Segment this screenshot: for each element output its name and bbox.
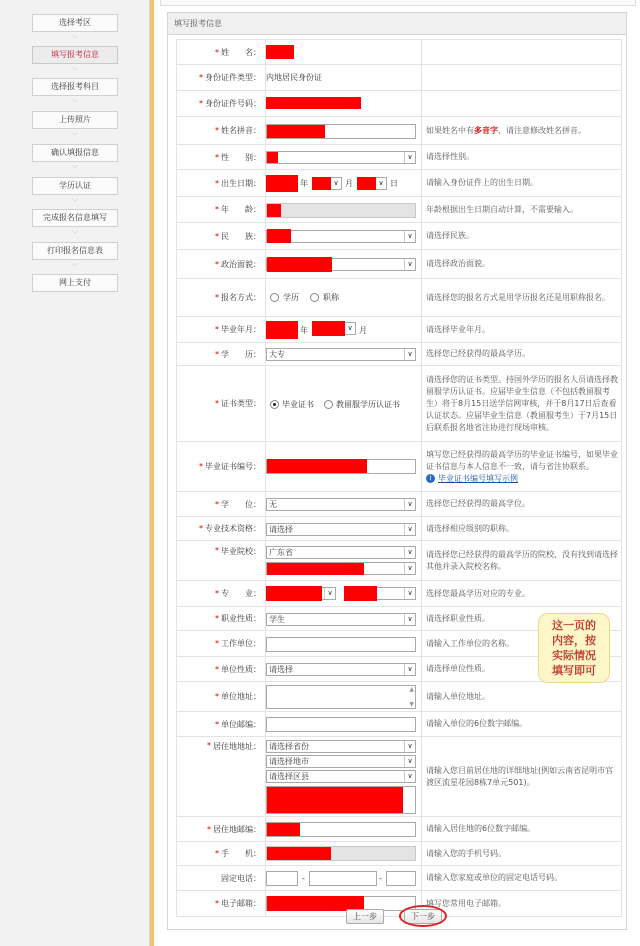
- chevron-down-icon: ∨: [404, 771, 415, 782]
- sidebar-step-degree-cert[interactable]: 学历认证: [32, 177, 118, 195]
- row-employer-type: * 单位性质： 请选择 ∨ 请选择单位性质。: [176, 657, 622, 682]
- employer-type-select[interactable]: 请选择 ∨: [266, 663, 416, 676]
- row-gender: * 性 别： ∨ 请选择性别。: [176, 145, 622, 170]
- next-step-button[interactable]: 下一步: [404, 909, 442, 924]
- home-city-select[interactable]: 请选择地市 ∨: [266, 755, 416, 768]
- row-politics: * 政治面貌： ∨ 请选择政治面貌。: [176, 250, 622, 279]
- row-birth: * 出生日期： 年 ∨ 月 ∨ 日 请输入身份证件上的出生日期。: [176, 170, 622, 197]
- row-education: * 学 历： 大专 ∨ 选择您已经获得的最高学历。: [176, 343, 622, 366]
- home-addr-redacted: [267, 787, 403, 813]
- row-degree: * 学 位： 无 ∨ 选择您已经获得的最高学位。: [176, 492, 622, 517]
- panel-title: 填写报考信息: [168, 13, 626, 35]
- divider-stripe: [150, 0, 154, 946]
- row-title-level: * 专业技术资格： 请选择 ∨ 请选择相应级别的职称。: [176, 517, 622, 541]
- degree-select[interactable]: 无 ∨: [266, 498, 416, 511]
- row-mobile: * 手 机： 请输入您的手机号码。: [176, 842, 622, 866]
- cert-type-overseas-radio[interactable]: [324, 400, 333, 409]
- chevron-down-icon: ∨: [404, 614, 415, 625]
- row-employer-addr: * 单位地址： ▲ ▼ 请输入单位地址。: [176, 682, 622, 712]
- chevron-down-icon: ∨: [404, 588, 415, 599]
- row-occupation: * 职业性质： 学生 ∨ 请选择职业性质。: [176, 607, 622, 631]
- main-area: [160, 0, 636, 946]
- sidebar-step-finish-info[interactable]: 完成报名信息填写: [32, 209, 118, 227]
- chevron-down-icon: ∨: [404, 231, 415, 242]
- row-employer: * 工作单位： 请输入工作单位的名称。: [176, 631, 622, 657]
- cert-no-redacted: [267, 459, 367, 473]
- birth-year-redacted[interactable]: [266, 175, 298, 192]
- chevron-down-icon: ∨: [404, 547, 415, 558]
- chevron-down-icon: ∨: [404, 741, 415, 752]
- cert-no-example-link[interactable]: 毕业证书编号填写示例: [438, 473, 518, 483]
- mobile-redacted: [267, 847, 331, 860]
- phone-number-input[interactable]: [309, 871, 377, 886]
- row-ethnic: * 民 族： ∨ 请选择民族。: [176, 223, 622, 250]
- title-level-select[interactable]: 请选择 ∨: [266, 523, 416, 536]
- row-id-number: * 身份证件号码：: [176, 91, 622, 117]
- sidebar-step-upload-photo[interactable]: 上传照片: [32, 111, 118, 129]
- chevron-down-icon: ∨: [404, 152, 415, 163]
- apply-mode-degree-radio[interactable]: [270, 293, 279, 302]
- pinyin-redacted: [267, 125, 325, 138]
- chevron-down-icon: ∨: [404, 563, 415, 574]
- row-phone: 固定电话： - - 请输入您家庭或单位的固定电话号码。: [176, 866, 622, 891]
- instruction-note: 这一页的 内容，按 实际情况 填写即可: [538, 613, 610, 683]
- gender-select[interactable]: [266, 151, 416, 164]
- chevron-down-icon: ﹀: [71, 199, 78, 206]
- row-id-type: * 身份证件类型： 内地居民身份证: [176, 65, 622, 91]
- sidebar-step-select-area[interactable]: 选择考区: [32, 14, 118, 32]
- scroll-up-icon[interactable]: ▲: [409, 686, 414, 693]
- phone-ext-input[interactable]: [386, 871, 416, 886]
- row-name: * 姓 名：: [176, 40, 622, 65]
- top-bar: [160, 0, 636, 6]
- cert-type-diploma-radio[interactable]: [270, 400, 279, 409]
- occupation-select[interactable]: 学生 ∨: [266, 613, 416, 626]
- scroll-down-icon[interactable]: ▼: [409, 701, 414, 708]
- highlight-circle: [399, 905, 447, 927]
- info-icon: i: [426, 474, 435, 483]
- row-home-zip: * 居住地邮编： 请输入居住地的6位数字邮编。: [176, 817, 622, 842]
- row-email: * 电子邮箱： 填写您常用电子邮箱。: [176, 891, 622, 917]
- home-zip-redacted: [267, 823, 300, 836]
- name-value-redacted: [266, 45, 294, 59]
- row-major: * 专 业： ∨ ∨ 选择您最高学历对应的专业。: [176, 581, 622, 607]
- chevron-down-icon: ∨: [344, 323, 355, 334]
- row-apply-mode: * 报名方式： 学历 职称 请选择您的报名方式是用学历报名还是用职称报名。: [176, 279, 622, 317]
- row-pinyin: * 姓名拼音： 如果姓名中有 多音字 ，请注意修改姓名拼音。: [176, 117, 622, 145]
- politics-redacted: [267, 257, 332, 272]
- row-employer-zip: * 单位邮编： 请输入单位的6位数字邮编。: [176, 712, 622, 737]
- chevron-down-icon: ∨: [404, 524, 415, 535]
- prev-step-button[interactable]: 上一步: [346, 909, 384, 924]
- home-province-select[interactable]: 请选择省份 ∨: [266, 740, 416, 753]
- home-district-select[interactable]: 请选择区县 ∨: [266, 770, 416, 783]
- row-home-addr: * 居住地地址： 请选择省份 ∨ 请选择地市 ∨ 请选择区县 ∨ 请输入您目前居住地的详细地址(例如云南省昆明市官渡区流星花园8栋7单元501)。: [176, 737, 622, 817]
- chevron-down-icon: ∨: [404, 756, 415, 767]
- sidebar-step-confirm-info[interactable]: 确认填报信息: [32, 144, 118, 162]
- chevron-down-icon: ∨: [330, 178, 341, 189]
- row-cert-no: * 毕业证书编号： 填写您已经获得的最高学历的毕业证书编号，如果毕业证书信息与本人信息不一致，请与省注协联系。 i 毕业证书编号填写示例: [176, 442, 622, 492]
- education-select[interactable]: 大专 ∨: [266, 348, 416, 361]
- sidebar-step-fill-info[interactable]: 填写报考信息: [32, 46, 118, 64]
- employer-addr-textarea[interactable]: [266, 685, 416, 709]
- chevron-down-icon: ﹀: [71, 231, 78, 238]
- chevron-down-icon: ﹀: [71, 68, 78, 75]
- chevron-down-icon: ﹀: [71, 166, 78, 173]
- school-redacted: [267, 563, 364, 575]
- form-panel: [167, 12, 627, 930]
- row-cert-type: * 证书类型： 毕业证书 教留服学历认证书 请选择您的证书类型。持国外学历的报名人员请选择教留服学历认证书。应届毕业生信息（不包括教留服考生）将于8月15日送学信网审核，并于8月17日后查看认证状态。应届毕业生信息（教留服考生）于7月15日后联系报名地省注协进行现场审核。: [176, 366, 622, 442]
- employer-zip-input[interactable]: [266, 717, 416, 732]
- apply-mode-title-radio[interactable]: [310, 293, 319, 302]
- chevron-down-icon: ∨: [404, 664, 415, 675]
- chevron-down-icon: ﹀: [71, 36, 78, 43]
- sidebar-step-print-form[interactable]: 打印报名信息表: [32, 242, 118, 260]
- id-number-redacted: [266, 97, 361, 109]
- chevron-down-icon: ﹀: [71, 133, 78, 140]
- row-school: * 毕业院校： 广东省 ∨ ∨ 请选择您已经获得的最高学历的院校，没有找到请选择其他并录入院校名称。: [176, 541, 622, 581]
- sidebar: [0, 0, 150, 946]
- chevron-down-icon: ﹀: [71, 264, 78, 271]
- chevron-down-icon: ∨: [375, 178, 386, 189]
- chevron-down-icon: ∨: [404, 349, 415, 360]
- sidebar-step-select-subjects[interactable]: 选择报考科目: [32, 78, 118, 96]
- row-grad-date: * 毕业年月： 年 ∨ 月 请选择毕业年月。: [176, 317, 622, 343]
- id-type-value: 内地居民身份证: [266, 73, 322, 82]
- phone-area-input[interactable]: [266, 871, 298, 886]
- school-province-select[interactable]: 广东省 ∨: [266, 546, 416, 559]
- gender-redacted: [267, 152, 278, 163]
- chevron-down-icon: ∨: [404, 259, 415, 270]
- age-redacted: [267, 204, 281, 217]
- chevron-down-icon: ∨: [404, 499, 415, 510]
- employer-input[interactable]: [266, 637, 416, 652]
- row-age: * 年 龄： 年龄根据出生日期自动计算，不需要输入。: [176, 197, 622, 223]
- sidebar-step-online-pay[interactable]: 网上支付: [32, 274, 118, 292]
- chevron-down-icon: ∨: [324, 588, 335, 599]
- ethnic-redacted: [267, 229, 291, 243]
- grad-year-redacted[interactable]: [266, 321, 298, 339]
- chevron-down-icon: ﹀: [71, 100, 78, 107]
- age-input: [266, 203, 416, 218]
